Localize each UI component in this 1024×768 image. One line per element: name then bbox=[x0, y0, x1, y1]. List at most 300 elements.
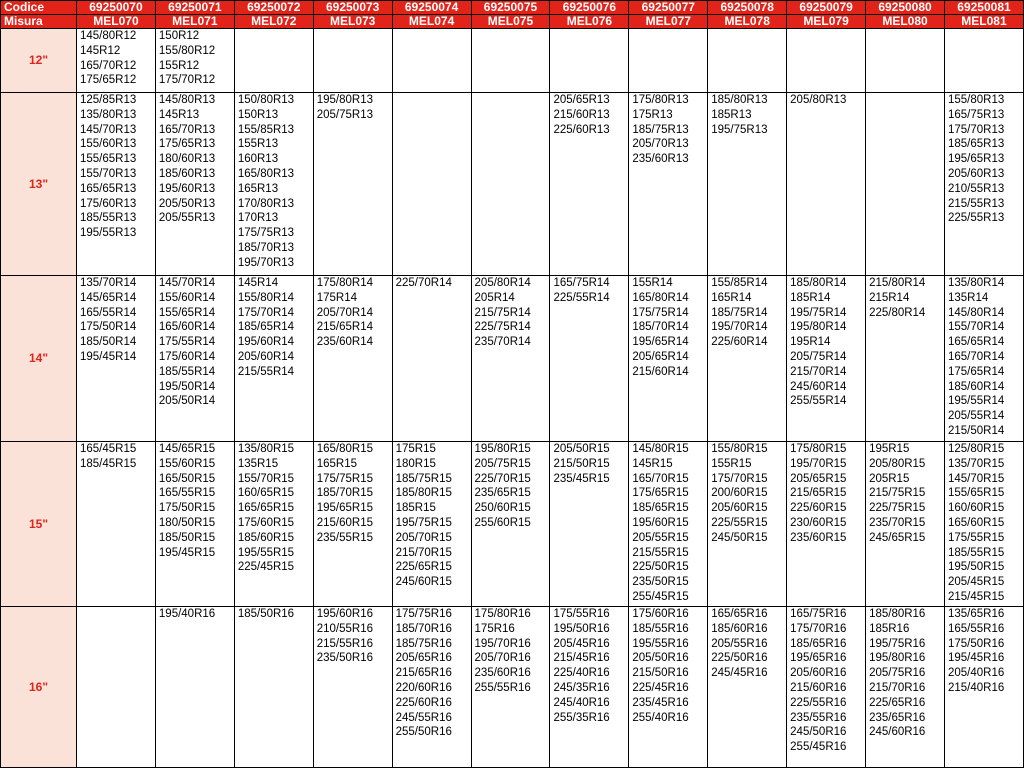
tyre-size: 225/75R15 bbox=[869, 502, 926, 515]
tyre-size: 205/45R15 bbox=[947, 576, 1005, 589]
tyre-cell bbox=[787, 29, 866, 93]
tyre-size: 215/70R15 bbox=[395, 546, 452, 559]
rim-size-label: 12" bbox=[1, 29, 77, 93]
tyre-cell bbox=[313, 442, 392, 607]
tyre-size: 185R13 bbox=[711, 108, 752, 121]
tyre-size: 150R12 bbox=[158, 30, 200, 42]
tyre-size: 165/80R13 bbox=[237, 167, 295, 180]
codice-header: 69250070 bbox=[77, 1, 156, 15]
tyre-size: 255/35R16 bbox=[553, 711, 610, 724]
tyre-size: 180/60R13 bbox=[158, 153, 216, 166]
tyre-cell bbox=[471, 29, 550, 93]
tyre-cell bbox=[155, 442, 234, 607]
tyre-size: 185/45R15 bbox=[80, 457, 137, 470]
tyre-size: 135/70R15 bbox=[947, 457, 1005, 470]
rim-size-label: 16" bbox=[1, 607, 77, 768]
tyre-size: 215/50R16 bbox=[632, 667, 689, 680]
size-row bbox=[1, 442, 1024, 607]
tyre-size: 245/60R16 bbox=[869, 726, 926, 739]
tyre-size: 225/55R14 bbox=[553, 291, 610, 304]
misura-header: MEL072 bbox=[234, 15, 313, 29]
tyre-size: 205/80R14 bbox=[474, 277, 531, 289]
tyre-size: 245/65R15 bbox=[869, 531, 926, 544]
tyre-size: 225/55R15 bbox=[711, 516, 768, 529]
tyre-cell bbox=[313, 607, 392, 768]
tyre-size: 185/80R15 bbox=[395, 487, 452, 500]
tyre-size: 205/60R13 bbox=[947, 167, 1005, 180]
tyre-size: 175/65R13 bbox=[158, 138, 216, 151]
tyre-size: 175/65R12 bbox=[80, 74, 137, 87]
tyre-size: 185/55R13 bbox=[80, 212, 137, 225]
tyre-size: 225/50R16 bbox=[711, 652, 768, 665]
tyre-size: 175/60R16 bbox=[632, 608, 689, 620]
tyre-size: 185R14 bbox=[790, 291, 831, 304]
tyre-cell bbox=[234, 93, 313, 276]
tyre-size: 205/80R13 bbox=[790, 94, 847, 106]
tyre-size: 155/80R14 bbox=[237, 291, 295, 304]
tyre-size: 255/45R15 bbox=[632, 590, 689, 603]
tyre-size: 145/65R14 bbox=[80, 291, 137, 304]
tyre-size: 215/60R16 bbox=[790, 681, 847, 694]
tyre-size: 215/75R14 bbox=[474, 306, 531, 319]
tyre-size: 195/60R15 bbox=[632, 516, 689, 529]
tyre-size: 155/65R13 bbox=[80, 153, 137, 166]
codice-label: Codice bbox=[1, 1, 77, 15]
tyre-size: 225/50R15 bbox=[632, 561, 689, 574]
tyre-size: 165/75R13 bbox=[947, 108, 1005, 121]
tyre-size: 135/80R13 bbox=[80, 108, 137, 121]
tyre-size: 205/65R15 bbox=[790, 472, 847, 485]
tyre-size: 135R14 bbox=[947, 291, 989, 304]
tyre-size: 185/70R16 bbox=[395, 622, 452, 635]
tyre-size: 145/80R13 bbox=[158, 94, 216, 106]
tyre-cell bbox=[944, 276, 1023, 442]
tyre-cell bbox=[708, 93, 787, 276]
tyre-size: 145/80R14 bbox=[947, 306, 1005, 319]
tyre-size: 185/55R16 bbox=[632, 622, 689, 635]
tyre-size: 185/65R14 bbox=[237, 321, 295, 334]
tyre-size: 215/55R13 bbox=[947, 197, 1005, 210]
tyre-cell bbox=[471, 93, 550, 276]
tyre-size: 185/60R16 bbox=[711, 622, 768, 635]
tyre-size: 235/70R15 bbox=[869, 516, 926, 529]
tyre-size: 205/50R13 bbox=[158, 197, 216, 210]
tyre-size: 205/60R14 bbox=[237, 350, 295, 363]
tyre-size: 170R13 bbox=[237, 212, 279, 225]
tyre-size: 145R14 bbox=[237, 277, 279, 289]
tyre-size: 245/55R16 bbox=[395, 711, 452, 724]
tyre-size: 245/45R16 bbox=[711, 667, 768, 680]
tyre-size: 150/80R13 bbox=[237, 94, 295, 106]
tyre-cell bbox=[77, 607, 156, 768]
tyre-cell bbox=[550, 276, 629, 442]
tyre-size: 205/65R16 bbox=[395, 652, 452, 665]
tyre-size: 175/70R16 bbox=[790, 622, 847, 635]
tyre-size: 215/45R15 bbox=[947, 590, 1005, 603]
tyre-cell bbox=[708, 442, 787, 607]
misura-header: MEL080 bbox=[866, 15, 945, 29]
codice-header: 69250071 bbox=[155, 1, 234, 15]
tyre-size: 165R13 bbox=[237, 182, 279, 195]
tyre-size: 195/55R16 bbox=[632, 637, 689, 650]
tyre-size: 175R15 bbox=[395, 443, 436, 455]
tyre-size: 175R16 bbox=[474, 622, 515, 635]
tyre-size: 225/75R14 bbox=[474, 321, 531, 334]
tyre-size: 175/75R15 bbox=[316, 472, 373, 485]
tyre-size: 225/65R16 bbox=[869, 696, 926, 709]
tyre-size: 235/60R14 bbox=[316, 336, 373, 349]
tyre-cell bbox=[155, 276, 234, 442]
tyre-size: 215R14 bbox=[869, 291, 910, 304]
tyre-size: 145/70R13 bbox=[80, 123, 137, 136]
tyre-size: 195/75R15 bbox=[395, 516, 452, 529]
tyre-cell bbox=[392, 276, 471, 442]
tyre-size: 205/75R16 bbox=[869, 667, 926, 680]
tyre-size: 205/55R15 bbox=[632, 531, 689, 544]
tyre-size: 205/75R14 bbox=[790, 350, 847, 363]
tyre-size: 205/40R16 bbox=[947, 667, 1005, 680]
tyre-size: 185/65R15 bbox=[632, 502, 689, 515]
tyre-size: 195/70R13 bbox=[237, 256, 295, 269]
size-row bbox=[1, 93, 1024, 276]
tyre-size: 235/60R15 bbox=[790, 531, 847, 544]
misura-header: MEL074 bbox=[392, 15, 471, 29]
tyre-size: 185/75R13 bbox=[632, 123, 689, 136]
tyre-size: 225/60R13 bbox=[553, 123, 610, 136]
tyre-size: 195/60R13 bbox=[158, 182, 216, 195]
tyre-cell bbox=[787, 607, 866, 768]
tyre-size: 185/75R16 bbox=[395, 637, 452, 650]
tyre-size: 195/80R14 bbox=[790, 321, 847, 334]
tyre-size: 185/60R13 bbox=[158, 167, 216, 180]
codice-header: 69250076 bbox=[550, 1, 629, 15]
tyre-size: 215/50R15 bbox=[553, 457, 610, 470]
tyre-size: 205R15 bbox=[869, 472, 910, 485]
tyre-size: 175/55R14 bbox=[158, 336, 216, 349]
tyre-size: 125/80R15 bbox=[947, 443, 1005, 455]
tyre-size: 235/60R16 bbox=[474, 667, 531, 680]
tyre-size: 175/55R16 bbox=[553, 608, 610, 620]
tyre-size: 220/60R16 bbox=[395, 681, 452, 694]
tyre-cell bbox=[866, 29, 945, 93]
tyre-cell bbox=[866, 607, 945, 768]
tyre-size: 245/60R14 bbox=[790, 380, 847, 393]
tyre-size: 215/55R16 bbox=[316, 637, 373, 650]
tyre-size: 145/80R15 bbox=[632, 443, 689, 455]
tyre-size: 165/75R16 bbox=[790, 608, 847, 620]
tyre-size: 215/50R14 bbox=[947, 424, 1005, 437]
tyre-size: 215/70R16 bbox=[869, 681, 926, 694]
tyre-size: 165/80R15 bbox=[316, 443, 373, 455]
tyre-size: 155/80R12 bbox=[158, 44, 216, 57]
tyre-size: 185/75R15 bbox=[395, 472, 452, 485]
tyre-cell bbox=[629, 276, 708, 442]
tyre-size: 185/80R16 bbox=[869, 608, 926, 620]
tyre-size: 185/80R14 bbox=[790, 277, 847, 289]
tyre-size: 225/60R16 bbox=[395, 696, 452, 709]
misura-header: MEL076 bbox=[550, 15, 629, 29]
tyre-cell bbox=[234, 442, 313, 607]
tyre-size: 165/65R14 bbox=[947, 336, 1005, 349]
tyre-size: 185/65R16 bbox=[790, 637, 847, 650]
tyre-size: 165/55R14 bbox=[80, 306, 137, 319]
tyre-size: 165/70R13 bbox=[158, 123, 216, 136]
tyre-size: 175/70R14 bbox=[237, 306, 295, 319]
tyre-size: 225/45R16 bbox=[632, 681, 689, 694]
tyre-size: 225/80R14 bbox=[869, 306, 926, 319]
codice-header: 69250072 bbox=[234, 1, 313, 15]
tyre-cell bbox=[629, 29, 708, 93]
tyre-size: 215/65R14 bbox=[316, 321, 373, 334]
tyre-size: 185/50R14 bbox=[80, 336, 137, 349]
tyre-cell bbox=[471, 442, 550, 607]
tyre-size: 235/70R14 bbox=[474, 336, 531, 349]
tyre-cell bbox=[550, 607, 629, 768]
tyre-size: 185/70R15 bbox=[316, 487, 373, 500]
tyre-size: 155/60R15 bbox=[158, 457, 216, 470]
tyre-size: 185/70R13 bbox=[237, 241, 295, 254]
tyre-size: 195/50R16 bbox=[553, 622, 610, 635]
tyre-size: 205/75R13 bbox=[316, 108, 373, 121]
tyre-size: 165/70R12 bbox=[80, 59, 137, 72]
tyre-cell bbox=[787, 442, 866, 607]
tyre-cell bbox=[77, 276, 156, 442]
tyre-cell bbox=[550, 93, 629, 276]
tyre-size: 195/70R14 bbox=[711, 321, 768, 334]
tyre-size: 210/55R16 bbox=[316, 622, 373, 635]
tyre-size: 175/60R13 bbox=[80, 197, 137, 210]
tyre-size: 155/85R13 bbox=[237, 123, 295, 136]
tyre-size: 235/65R16 bbox=[869, 711, 926, 724]
codice-header: 69250081 bbox=[944, 1, 1023, 15]
tyre-size: 160/60R15 bbox=[947, 502, 1005, 515]
size-row bbox=[1, 276, 1024, 442]
tyre-size: 195/45R15 bbox=[158, 546, 216, 559]
tyre-size: 195/80R16 bbox=[869, 652, 926, 665]
tyre-size: 145/70R14 bbox=[158, 277, 216, 289]
tyre-cell bbox=[392, 442, 471, 607]
tyre-size: 205R14 bbox=[474, 291, 515, 304]
tyre-size: 205/50R16 bbox=[632, 652, 689, 665]
tyre-size: 205/55R14 bbox=[947, 410, 1005, 423]
tyre-size: 235/55R16 bbox=[790, 711, 847, 724]
tyre-size: 185/55R15 bbox=[947, 546, 1005, 559]
codice-header: 69250079 bbox=[787, 1, 866, 15]
tyre-cell bbox=[866, 93, 945, 276]
tyre-size: 155/60R14 bbox=[158, 291, 216, 304]
tyre-size: 185/60R14 bbox=[947, 380, 1005, 393]
tyre-size: 215/55R14 bbox=[237, 365, 295, 378]
tyre-size: 230/60R15 bbox=[790, 516, 847, 529]
tyre-size: 145/65R15 bbox=[158, 443, 216, 455]
tyre-size: 165/65R15 bbox=[237, 502, 295, 515]
tyre-size: 225/45R15 bbox=[237, 561, 295, 574]
tyre-size: 165/65R16 bbox=[711, 608, 768, 620]
tyre-size: 205/50R15 bbox=[553, 443, 610, 455]
tyre-size: 205/75R15 bbox=[474, 457, 531, 470]
tyre-size: 195/65R15 bbox=[316, 502, 373, 515]
tyre-cell bbox=[550, 442, 629, 607]
tyre-size: 165/60R14 bbox=[158, 321, 216, 334]
tyre-size: 210/55R13 bbox=[947, 182, 1005, 195]
tyre-cell bbox=[234, 29, 313, 93]
tyre-cell bbox=[629, 607, 708, 768]
tyre-size: 225/55R16 bbox=[790, 696, 847, 709]
tyre-size: 175R13 bbox=[632, 108, 673, 121]
codice-header-row bbox=[1, 1, 1024, 15]
tyre-size: 135R15 bbox=[237, 457, 279, 470]
misura-header: MEL079 bbox=[787, 15, 866, 29]
tyre-size: 165/50R15 bbox=[158, 472, 216, 485]
tyre-size: 165/75R14 bbox=[553, 277, 610, 289]
table-body bbox=[1, 29, 1024, 768]
tyre-size: 225/60R15 bbox=[790, 502, 847, 515]
tyre-size: 175/75R14 bbox=[632, 306, 689, 319]
tyre-cell bbox=[550, 29, 629, 93]
tyre-size: 195/50R14 bbox=[158, 380, 216, 393]
tyre-size: 195R14 bbox=[790, 336, 831, 349]
tyre-cell bbox=[392, 93, 471, 276]
tyre-size: 145/80R12 bbox=[80, 30, 137, 42]
tyre-size: 195/40R16 bbox=[158, 608, 216, 620]
tyre-cell bbox=[155, 29, 234, 93]
tyre-size: 165/55R16 bbox=[947, 622, 1005, 635]
tyre-size: 185/50R15 bbox=[158, 531, 216, 544]
tyre-size: 195R15 bbox=[869, 443, 910, 455]
tyre-size: 255/55R14 bbox=[790, 395, 847, 408]
tyre-size: 185R16 bbox=[869, 622, 910, 635]
tyre-size: 185/60R15 bbox=[237, 531, 295, 544]
misura-header: MEL081 bbox=[944, 15, 1023, 29]
tyre-size: 205/50R14 bbox=[158, 395, 216, 408]
tyre-size: 195/55R15 bbox=[237, 546, 295, 559]
tyre-size: 175/80R13 bbox=[632, 94, 689, 106]
misura-header: MEL070 bbox=[77, 15, 156, 29]
tyre-cell bbox=[944, 29, 1023, 93]
tyre-size: 255/55R16 bbox=[474, 681, 531, 694]
tyre-size: 185/75R14 bbox=[711, 306, 768, 319]
tyre-cell bbox=[392, 607, 471, 768]
codice-header: 69250075 bbox=[471, 1, 550, 15]
tyre-cell bbox=[77, 29, 156, 93]
tyre-size: 180R15 bbox=[395, 457, 436, 470]
tyre-cell bbox=[313, 93, 392, 276]
tyre-size: 255/50R16 bbox=[395, 726, 452, 739]
tyre-size: 195/45R14 bbox=[80, 350, 137, 363]
tyre-cell bbox=[313, 276, 392, 442]
tyre-size: 145R13 bbox=[158, 108, 200, 121]
tyre-size: 175/70R12 bbox=[158, 74, 216, 87]
tyre-size: 205/70R13 bbox=[632, 138, 689, 151]
tyre-size: 195/80R13 bbox=[316, 94, 373, 106]
tyre-cell bbox=[708, 29, 787, 93]
size-row bbox=[1, 29, 1024, 93]
tyre-size: 160R13 bbox=[237, 153, 279, 166]
tyre-size: 195/65R13 bbox=[947, 153, 1005, 166]
tyre-size: 185/65R13 bbox=[947, 138, 1005, 151]
tyre-size: 195/70R16 bbox=[474, 637, 531, 650]
tyre-cell bbox=[629, 442, 708, 607]
tyre-size: 195/80R15 bbox=[474, 443, 531, 455]
tyre-size: 185/55R14 bbox=[158, 365, 216, 378]
misura-header: MEL077 bbox=[629, 15, 708, 29]
tyre-size: 155/60R13 bbox=[80, 138, 137, 151]
tyre-size: 135/80R15 bbox=[237, 443, 295, 455]
tyre-size: 205/65R13 bbox=[553, 94, 610, 106]
tyre-size: 155/65R14 bbox=[158, 306, 216, 319]
tyre-size: 145R15 bbox=[632, 457, 673, 470]
tyre-cell bbox=[77, 442, 156, 607]
tyre-size: 205/55R16 bbox=[711, 637, 768, 650]
tyre-size: 175/70R15 bbox=[711, 472, 768, 485]
tyre-size: 185/80R13 bbox=[711, 94, 768, 106]
tyre-size: 205/60R15 bbox=[711, 502, 768, 515]
tyre-size: 160/65R15 bbox=[237, 487, 295, 500]
tyre-cell bbox=[787, 93, 866, 276]
tyre-cell bbox=[866, 442, 945, 607]
tyre-cell bbox=[155, 93, 234, 276]
tyre-size: 195/75R14 bbox=[790, 306, 847, 319]
tyre-size: 165R15 bbox=[316, 457, 358, 470]
tyre-size: 215/55R15 bbox=[632, 546, 689, 559]
tyre-size: 145/70R15 bbox=[947, 472, 1005, 485]
tyre-size: 205/70R14 bbox=[316, 306, 373, 319]
tyre-size: 175/80R14 bbox=[316, 277, 373, 289]
tyre-cell bbox=[787, 276, 866, 442]
rim-size-label: 15" bbox=[1, 442, 77, 607]
tyre-size: 235/65R15 bbox=[474, 487, 531, 500]
tyre-size: 155/65R15 bbox=[947, 487, 1005, 500]
codice-header: 69250078 bbox=[708, 1, 787, 15]
tyre-size: 205/70R16 bbox=[474, 652, 531, 665]
tyre-size: 165/70R15 bbox=[632, 472, 689, 485]
tyre-size: 155/70R14 bbox=[947, 321, 1005, 334]
tyre-size: 135/80R14 bbox=[947, 277, 1005, 289]
tyre-size: 155/80R13 bbox=[947, 94, 1005, 106]
tyre-size: 135/65R16 bbox=[947, 608, 1005, 620]
tyre-size: 155R12 bbox=[158, 59, 200, 72]
tyre-size: 255/40R16 bbox=[632, 711, 689, 724]
tyre-size: 165/70R14 bbox=[947, 350, 1005, 363]
tyre-size: 185R15 bbox=[395, 502, 436, 515]
tyre-size: 175/50R14 bbox=[80, 321, 137, 334]
tyre-cell bbox=[77, 93, 156, 276]
tyre-size: 155R15 bbox=[711, 457, 752, 470]
tyre-size: 150R13 bbox=[237, 108, 279, 121]
tyre-size: 215/60R13 bbox=[553, 108, 610, 121]
tyre-size: 245/35R16 bbox=[553, 681, 610, 694]
misura-header: MEL071 bbox=[155, 15, 234, 29]
tyre-size: 195/45R16 bbox=[947, 652, 1005, 665]
codice-header: 69250077 bbox=[629, 1, 708, 15]
tyre-size: 235/55R15 bbox=[316, 531, 373, 544]
tyre-size: 155/70R15 bbox=[237, 472, 295, 485]
tyre-cell bbox=[944, 607, 1023, 768]
misura-label: Misura bbox=[1, 15, 77, 29]
tyre-size: 200/60R15 bbox=[711, 487, 768, 500]
tyre-size: 225/65R15 bbox=[395, 561, 452, 574]
tyre-size: 215/45R16 bbox=[553, 652, 610, 665]
tyre-size: 175R14 bbox=[316, 291, 358, 304]
tyre-cell bbox=[944, 93, 1023, 276]
misura-header-row bbox=[1, 15, 1024, 29]
tyre-cell bbox=[708, 276, 787, 442]
tyre-size: 165/45R15 bbox=[80, 443, 137, 455]
tyre-size: 215/65R16 bbox=[395, 667, 452, 680]
tyre-size: 175/80R16 bbox=[474, 608, 531, 620]
tyre-size: 185/50R16 bbox=[237, 608, 295, 620]
tyre-size: 245/50R16 bbox=[790, 726, 847, 739]
